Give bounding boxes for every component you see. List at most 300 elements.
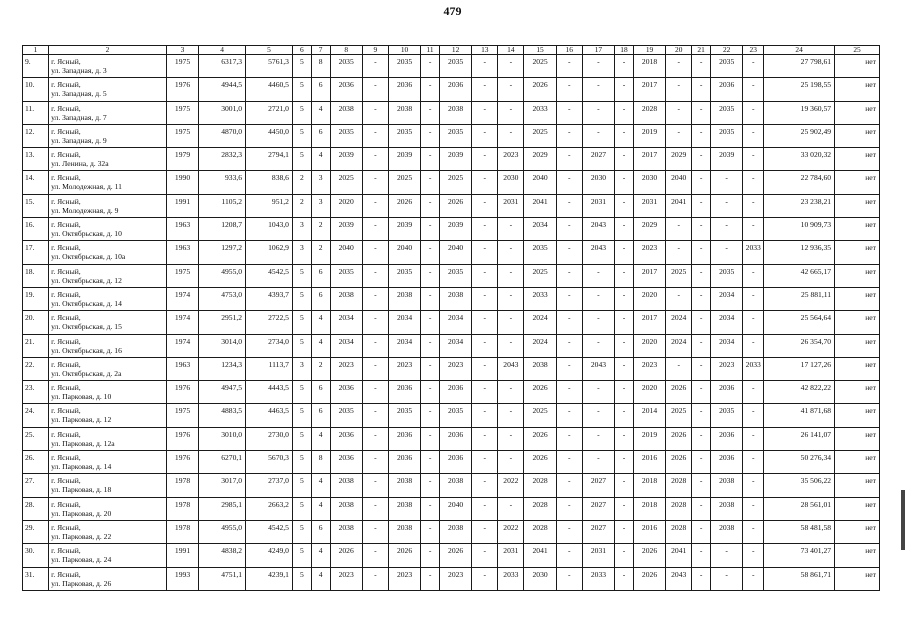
table-row: [23, 78, 880, 101]
address-city: г. Ясный,: [51, 546, 81, 556]
cell-col-10: 2025: [388, 171, 420, 194]
cell-col-9: -: [362, 544, 388, 567]
cell-col-11: -: [421, 124, 440, 147]
cell-col-7: 4: [311, 101, 330, 124]
cell-col-21: -: [692, 497, 711, 520]
cell-col-23: -: [743, 381, 764, 404]
cell-col-11: -: [421, 404, 440, 427]
cell-col-16: -: [556, 218, 582, 241]
cell-col-3: 1974: [166, 287, 198, 310]
cell-col-25: нет: [835, 497, 880, 520]
cell-col-7: 4: [311, 148, 330, 171]
column-header-20: 20: [666, 46, 692, 55]
row-number-cell: 15.: [23, 194, 49, 217]
cell-col-3: 1975: [166, 101, 198, 124]
cell-col-14: -: [498, 287, 524, 310]
cell-col-16: -: [556, 124, 582, 147]
cell-col-11: -: [421, 171, 440, 194]
cell-col-13: -: [472, 520, 498, 543]
cell-col-17: 2027: [582, 497, 614, 520]
cell-col-14: 2031: [498, 194, 524, 217]
cell-col-4: 4753,0: [199, 287, 246, 310]
cell-col-5: 5670,3: [246, 451, 293, 474]
cell-col-12: 2038: [439, 101, 471, 124]
cell-col-9: -: [362, 55, 388, 78]
cell-col-4: 3001,0: [199, 101, 246, 124]
cell-col-18: -: [615, 567, 634, 590]
cell-col-6: 5: [292, 311, 311, 334]
cell-col-16: -: [556, 474, 582, 497]
cell-col-25: нет: [835, 218, 880, 241]
address-cell: [49, 55, 167, 78]
cell-col-9: -: [362, 264, 388, 287]
cell-col-25: нет: [835, 171, 880, 194]
address-cell: [49, 357, 167, 380]
cell-col-21: -: [692, 311, 711, 334]
cell-col-12: 2026: [439, 544, 471, 567]
cell-col-21: -: [692, 55, 711, 78]
cell-col-7: 2: [311, 218, 330, 241]
cell-col-3: 1975: [166, 404, 198, 427]
cell-col-22: 2038: [711, 474, 743, 497]
cell-col-8: 2039: [330, 148, 362, 171]
cell-col-18: -: [615, 404, 634, 427]
cell-col-19: 2026: [633, 544, 665, 567]
cell-col-25: нет: [835, 567, 880, 590]
cell-col-18: -: [615, 357, 634, 380]
cell-col-15: 2025: [524, 404, 556, 427]
cell-col-15: 2041: [524, 194, 556, 217]
cell-col-13: -: [472, 148, 498, 171]
cell-col-25: нет: [835, 78, 880, 101]
cell-col-19: 2018: [633, 474, 665, 497]
cell-col-10: 2034: [388, 334, 420, 357]
cell-col-8: 2038: [330, 101, 362, 124]
cell-col-11: -: [421, 474, 440, 497]
cell-col-8: 2038: [330, 497, 362, 520]
cell-col-8: 2034: [330, 334, 362, 357]
cell-col-19: 2018: [633, 55, 665, 78]
cell-col-12: 2035: [439, 124, 471, 147]
cell-col-5: 4460,5: [246, 78, 293, 101]
cell-col-7: 6: [311, 264, 330, 287]
cell-col-23: -: [743, 264, 764, 287]
cell-col-20: 2041: [666, 194, 692, 217]
row-number-cell: 25.: [23, 427, 49, 450]
cell-col-17: -: [582, 124, 614, 147]
cell-col-11: -: [421, 381, 440, 404]
cell-col-14: 2023: [498, 148, 524, 171]
cell-col-11: -: [421, 311, 440, 334]
cell-col-9: -: [362, 404, 388, 427]
cell-col-12: 2035: [439, 264, 471, 287]
cell-col-22: -: [711, 544, 743, 567]
address-cell: [49, 334, 167, 357]
cell-col-21: -: [692, 148, 711, 171]
cell-col-14: 2022: [498, 520, 524, 543]
cell-col-18: -: [615, 474, 634, 497]
cell-col-17: 2027: [582, 148, 614, 171]
cell-col-14: -: [498, 334, 524, 357]
cell-col-25: нет: [835, 357, 880, 380]
cell-col-12: 2034: [439, 311, 471, 334]
column-header-19: 19: [633, 46, 665, 55]
cell-col-18: -: [615, 194, 634, 217]
cell-col-25: нет: [835, 544, 880, 567]
cell-col-21: -: [692, 101, 711, 124]
address-street: ул. Октябрьская, д. 14: [51, 298, 122, 308]
cell-col-15: 2041: [524, 544, 556, 567]
cell-col-8: 2040: [330, 241, 362, 264]
cell-col-20: 2024: [666, 334, 692, 357]
cell-col-20: 2026: [666, 381, 692, 404]
cell-col-7: 4: [311, 497, 330, 520]
cell-col-3: 1963: [166, 218, 198, 241]
cell-col-23: -: [743, 218, 764, 241]
cell-col-4: 2832,3: [199, 148, 246, 171]
cell-col-14: -: [498, 381, 524, 404]
cell-col-8: 2039: [330, 218, 362, 241]
cell-col-24: 10 909,73: [764, 218, 835, 241]
cell-col-18: -: [615, 101, 634, 124]
cell-col-4: 2951,2: [199, 311, 246, 334]
cell-col-4: 4838,2: [199, 544, 246, 567]
cell-col-24: 42 665,17: [764, 264, 835, 287]
cell-col-22: 2034: [711, 287, 743, 310]
cell-col-19: 2019: [633, 427, 665, 450]
cell-col-19: 2028: [633, 101, 665, 124]
cell-col-14: 2033: [498, 567, 524, 590]
cell-col-18: -: [615, 334, 634, 357]
cell-col-24: 27 798,61: [764, 55, 835, 78]
cell-col-6: 5: [292, 404, 311, 427]
cell-col-15: 2029: [524, 148, 556, 171]
cell-col-17: -: [582, 334, 614, 357]
cell-col-17: -: [582, 55, 614, 78]
table-row: [23, 334, 880, 357]
cell-col-24: 28 561,01: [764, 497, 835, 520]
column-header-13: 13: [472, 46, 498, 55]
cell-col-14: -: [498, 241, 524, 264]
cell-col-6: 5: [292, 334, 311, 357]
cell-col-5: 4542,5: [246, 520, 293, 543]
cell-col-6: 5: [292, 264, 311, 287]
cell-col-15: 2038: [524, 357, 556, 380]
cell-col-19: 2020: [633, 287, 665, 310]
cell-col-12: 2036: [439, 381, 471, 404]
cell-col-22: 2036: [711, 451, 743, 474]
cell-col-8: 2023: [330, 357, 362, 380]
cell-col-10: 2023: [388, 357, 420, 380]
cell-col-11: -: [421, 567, 440, 590]
address-city: г. Ясный,: [51, 453, 81, 463]
table-row: [23, 101, 880, 124]
cell-col-25: нет: [835, 194, 880, 217]
cell-col-18: -: [615, 264, 634, 287]
cell-col-21: -: [692, 404, 711, 427]
cell-col-7: 4: [311, 567, 330, 590]
cell-col-24: 26 354,70: [764, 334, 835, 357]
cell-col-19: 2017: [633, 264, 665, 287]
address-cell: [49, 287, 167, 310]
cell-col-11: -: [421, 334, 440, 357]
cell-col-9: -: [362, 567, 388, 590]
cell-col-6: 5: [292, 148, 311, 171]
cell-col-3: 1974: [166, 311, 198, 334]
table-row: [23, 124, 880, 147]
cell-col-12: 2036: [439, 78, 471, 101]
column-header-1: 1: [23, 46, 49, 55]
cell-col-20: 2024: [666, 311, 692, 334]
cell-col-7: 3: [311, 194, 330, 217]
address-cell: [49, 264, 167, 287]
cell-col-22: 2036: [711, 427, 743, 450]
cell-col-24: 73 401,27: [764, 544, 835, 567]
address-cell: [49, 381, 167, 404]
cell-col-23: 2033: [743, 241, 764, 264]
cell-col-9: -: [362, 520, 388, 543]
cell-col-20: -: [666, 78, 692, 101]
cell-col-8: 2038: [330, 287, 362, 310]
cell-col-16: -: [556, 567, 582, 590]
cell-col-7: 2: [311, 241, 330, 264]
address-street: ул. Октябрьская, д. 16: [51, 345, 122, 355]
cell-col-10: 2036: [388, 451, 420, 474]
cell-col-10: 2035: [388, 55, 420, 78]
cell-col-9: -: [362, 451, 388, 474]
cell-col-10: 2036: [388, 427, 420, 450]
cell-col-5: 4393,7: [246, 287, 293, 310]
cell-col-23: -: [743, 520, 764, 543]
column-header-7: 7: [311, 46, 330, 55]
cell-col-11: -: [421, 55, 440, 78]
cell-col-23: -: [743, 311, 764, 334]
address-city: г. Ясный,: [51, 499, 81, 509]
table-row: [23, 381, 880, 404]
cell-col-14: -: [498, 78, 524, 101]
cell-col-4: 1234,3: [199, 357, 246, 380]
table-row: [23, 567, 880, 590]
cell-col-7: 6: [311, 124, 330, 147]
cell-col-8: 2020: [330, 194, 362, 217]
address-street: ул. Западная, д. 3: [51, 66, 107, 75]
cell-col-12: 2039: [439, 148, 471, 171]
cell-col-14: -: [498, 55, 524, 78]
cell-col-13: -: [472, 55, 498, 78]
cell-col-8: 2038: [330, 474, 362, 497]
cell-col-9: -: [362, 218, 388, 241]
cell-col-11: -: [421, 264, 440, 287]
cell-col-22: -: [711, 194, 743, 217]
cell-col-18: -: [615, 241, 634, 264]
cell-col-12: 2039: [439, 218, 471, 241]
cell-col-15: 2025: [524, 124, 556, 147]
cell-col-5: 2730,0: [246, 427, 293, 450]
cell-col-24: 25 564,64: [764, 311, 835, 334]
cell-col-22: 2035: [711, 101, 743, 124]
cell-col-14: -: [498, 218, 524, 241]
cell-col-3: 1974: [166, 334, 198, 357]
cell-col-14: -: [498, 264, 524, 287]
cell-col-13: -: [472, 311, 498, 334]
cell-col-22: 2038: [711, 520, 743, 543]
address-street: ул. Октябрьская, д. 2а: [51, 368, 122, 378]
cell-col-7: 4: [311, 544, 330, 567]
cell-col-13: -: [472, 264, 498, 287]
cell-col-15: 2028: [524, 520, 556, 543]
address-cell: [49, 567, 167, 590]
cell-col-10: 2036: [388, 381, 420, 404]
row-number-cell: 19.: [23, 287, 49, 310]
cell-col-7: 2: [311, 357, 330, 380]
cell-col-10: 2035: [388, 264, 420, 287]
cell-col-6: 3: [292, 357, 311, 380]
cell-col-20: 2028: [666, 497, 692, 520]
cell-col-19: 2020: [633, 381, 665, 404]
cell-col-23: -: [743, 474, 764, 497]
cell-col-10: 2039: [388, 218, 420, 241]
cell-col-22: 2038: [711, 497, 743, 520]
cell-col-23: -: [743, 544, 764, 567]
cell-col-21: -: [692, 264, 711, 287]
row-number-cell: 30.: [23, 544, 49, 567]
cell-col-23: -: [743, 567, 764, 590]
cell-col-22: 2035: [711, 404, 743, 427]
cell-col-13: -: [472, 357, 498, 380]
cell-col-16: -: [556, 334, 582, 357]
cell-col-3: 1979: [166, 148, 198, 171]
cell-col-21: -: [692, 334, 711, 357]
cell-col-21: -: [692, 451, 711, 474]
cell-col-5: 4239,1: [246, 567, 293, 590]
cell-col-19: 2014: [633, 404, 665, 427]
cell-col-17: -: [582, 404, 614, 427]
cell-col-11: -: [421, 101, 440, 124]
address-cell: [49, 520, 167, 543]
cell-col-19: 2016: [633, 451, 665, 474]
address-street: ул. Парковая, д. 10: [51, 392, 112, 402]
cell-col-15: 2026: [524, 381, 556, 404]
address-cell: [49, 101, 167, 124]
cell-col-16: -: [556, 404, 582, 427]
cell-col-11: -: [421, 544, 440, 567]
address-street: ул. Октябрьская, д. 15: [51, 322, 122, 332]
cell-col-6: 5: [292, 101, 311, 124]
cell-col-3: 1991: [166, 194, 198, 217]
cell-col-23: 2033: [743, 357, 764, 380]
cell-col-7: 8: [311, 55, 330, 78]
cell-col-11: -: [421, 427, 440, 450]
cell-col-19: 2016: [633, 520, 665, 543]
cell-col-6: 5: [292, 381, 311, 404]
row-number-cell: 14.: [23, 171, 49, 194]
table-row: [23, 451, 880, 474]
cell-col-23: -: [743, 497, 764, 520]
cell-col-5: 2734,0: [246, 334, 293, 357]
cell-col-9: -: [362, 357, 388, 380]
cell-col-19: 2018: [633, 497, 665, 520]
cell-col-22: -: [711, 241, 743, 264]
cell-col-11: -: [421, 451, 440, 474]
cell-col-6: 5: [292, 474, 311, 497]
cell-col-19: 2023: [633, 357, 665, 380]
cell-col-12: 2034: [439, 334, 471, 357]
cell-col-10: 2040: [388, 241, 420, 264]
cell-col-11: -: [421, 218, 440, 241]
cell-col-4: 3017,0: [199, 474, 246, 497]
address-city: г. Ясный,: [51, 429, 81, 439]
cell-col-6: 5: [292, 497, 311, 520]
address-street: ул. Парковая, д. 20: [51, 508, 112, 518]
cell-col-11: -: [421, 520, 440, 543]
table-row: [23, 171, 880, 194]
cell-col-15: 2025: [524, 55, 556, 78]
table-row: [23, 427, 880, 450]
cell-col-20: 2026: [666, 427, 692, 450]
cell-col-23: -: [743, 287, 764, 310]
address-cell: [49, 404, 167, 427]
row-number-cell: 28.: [23, 497, 49, 520]
address-street: ул. Парковая, д. 24: [51, 555, 112, 565]
cell-col-5: 2721,0: [246, 101, 293, 124]
cell-col-13: -: [472, 404, 498, 427]
cell-col-9: -: [362, 474, 388, 497]
cell-col-23: -: [743, 124, 764, 147]
cell-col-14: -: [498, 451, 524, 474]
address-city: г. Ясный,: [51, 57, 81, 66]
cell-col-17: 2031: [582, 544, 614, 567]
address-city: г. Ясный,: [51, 289, 81, 299]
cell-col-8: 2034: [330, 311, 362, 334]
column-header-16: 16: [556, 46, 582, 55]
cell-col-23: -: [743, 101, 764, 124]
row-number-cell: 21.: [23, 334, 49, 357]
cell-col-25: нет: [835, 311, 880, 334]
cell-col-4: 4751,1: [199, 567, 246, 590]
cell-col-12: 2040: [439, 497, 471, 520]
address-street: ул. Парковая, д. 14: [51, 462, 112, 472]
cell-col-24: 35 506,22: [764, 474, 835, 497]
table-row: [23, 264, 880, 287]
cell-col-12: 2035: [439, 404, 471, 427]
cell-col-11: -: [421, 241, 440, 264]
cell-col-23: -: [743, 427, 764, 450]
cell-col-7: 3: [311, 171, 330, 194]
table-body: [23, 55, 880, 591]
address-street: ул. Молодежная, д. 11: [51, 182, 122, 192]
cell-col-16: -: [556, 427, 582, 450]
cell-col-25: нет: [835, 241, 880, 264]
cell-col-21: -: [692, 381, 711, 404]
cell-col-17: 2043: [582, 241, 614, 264]
cell-col-3: 1975: [166, 124, 198, 147]
cell-col-25: нет: [835, 474, 880, 497]
cell-col-12: 2026: [439, 194, 471, 217]
address-city: г. Ясный,: [51, 569, 81, 579]
cell-col-21: -: [692, 357, 711, 380]
cell-col-5: 4542,5: [246, 264, 293, 287]
address-street: ул. Парковая, д. 22: [51, 531, 112, 541]
cell-col-15: 2030: [524, 567, 556, 590]
cell-col-6: 5: [292, 55, 311, 78]
row-number-cell: 27.: [23, 474, 49, 497]
cell-col-17: -: [582, 451, 614, 474]
cell-col-14: -: [498, 497, 524, 520]
column-header-4: 4: [199, 46, 246, 55]
address-city: г. Ясный,: [51, 359, 81, 369]
cell-col-19: 2020: [633, 334, 665, 357]
cell-col-8: 2035: [330, 55, 362, 78]
